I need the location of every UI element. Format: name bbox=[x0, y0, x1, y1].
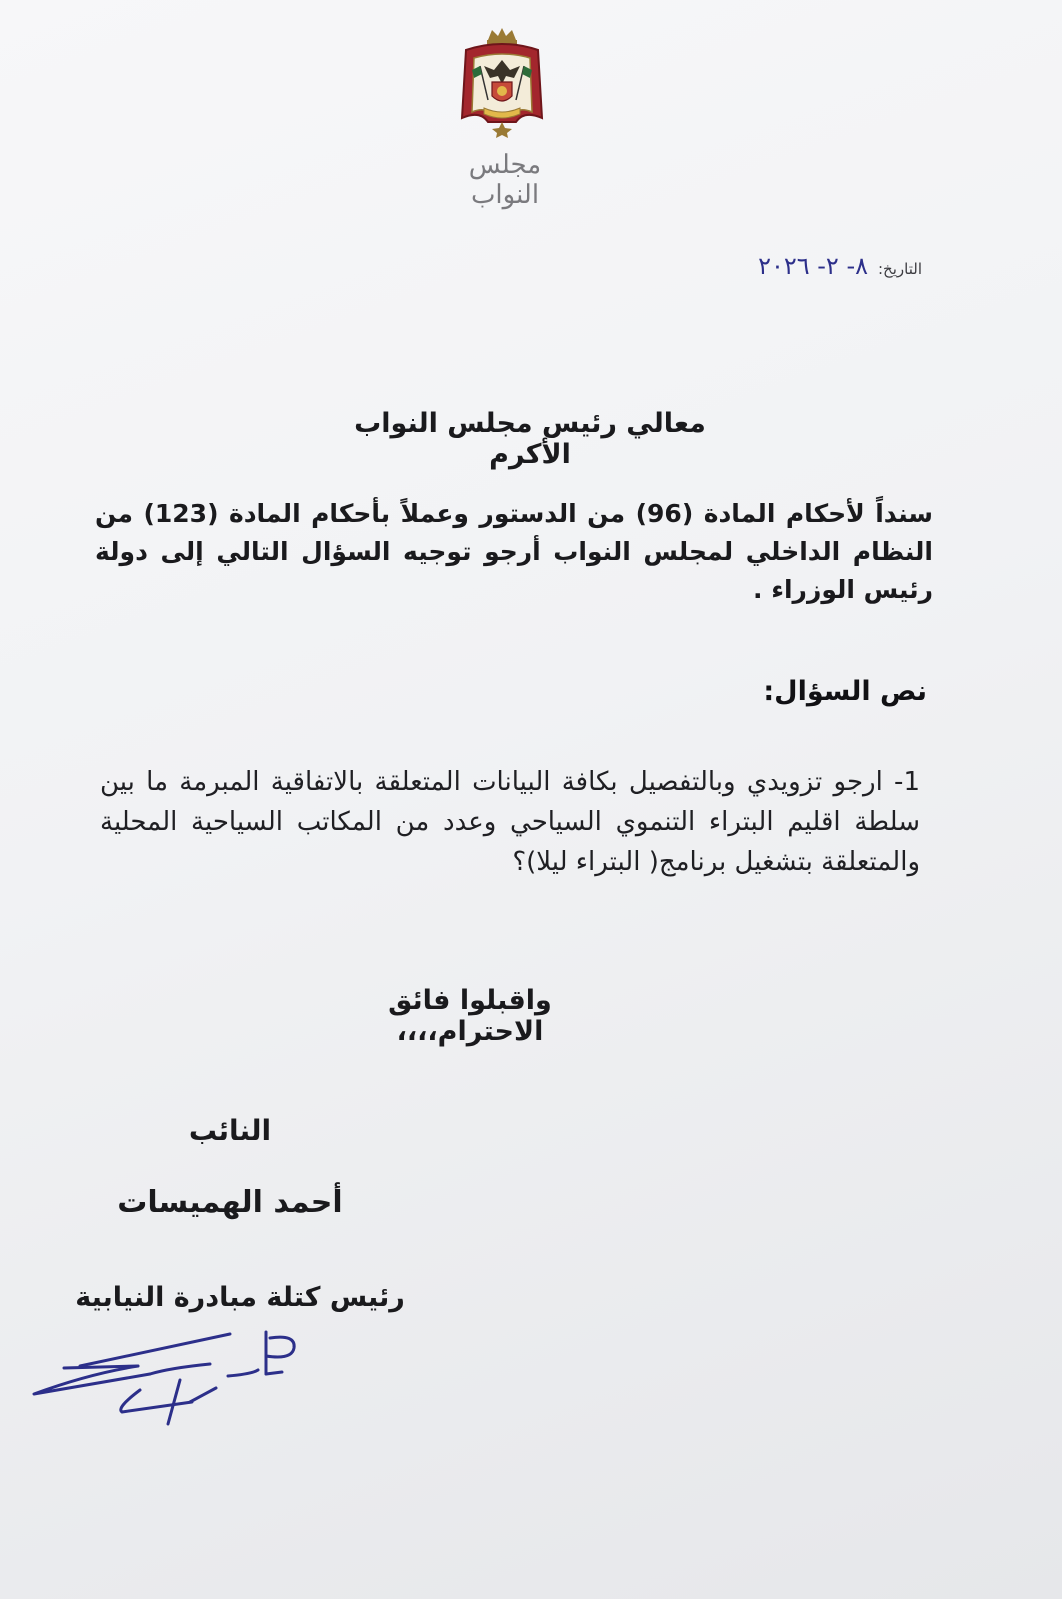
date-row bbox=[758, 252, 922, 280]
signatory-role: رئيس كتلة مبادرة النيابية bbox=[75, 1282, 405, 1313]
coat-of-arms-icon bbox=[454, 26, 550, 138]
council-name: مجلس النواب bbox=[468, 150, 542, 210]
closing-line: واقبلوا فائق الاحترام،،،، bbox=[388, 985, 552, 1047]
handwritten-signature bbox=[20, 1330, 320, 1450]
signatory-name: أحمد الهميسات bbox=[117, 1185, 343, 1220]
question-paragraph: 1- ارجو تزويدي وبالتفصيل بكافة البيانات المتعلقة بالاتفاقية المبرمة ما بين سلطة اقليم البتراء التنموي السياحي وعدد من المكاتب السياحية المحلية والمتعلقة بتشغيل برنامج( البتراء ليلا)؟ bbox=[100, 767, 920, 877]
question-heading: نص السؤال: bbox=[763, 676, 927, 707]
signatory-title: النائب bbox=[188, 1114, 272, 1147]
date-label: التاريخ: bbox=[878, 260, 922, 278]
date-value: ٨- ٢- ٢٠٢٦ bbox=[758, 252, 868, 280]
intro-paragraph: سنداً لأحكام المادة (96) من الدستور وعملاً بأحكام المادة (123) من النظام الداخلي لمجلس النواب أرجو توجيه السؤال التالي إلى دولة رئيس الوزراء . bbox=[95, 499, 933, 604]
salutation-heading: معالي رئيس مجلس النواب الأكرم bbox=[354, 408, 706, 470]
